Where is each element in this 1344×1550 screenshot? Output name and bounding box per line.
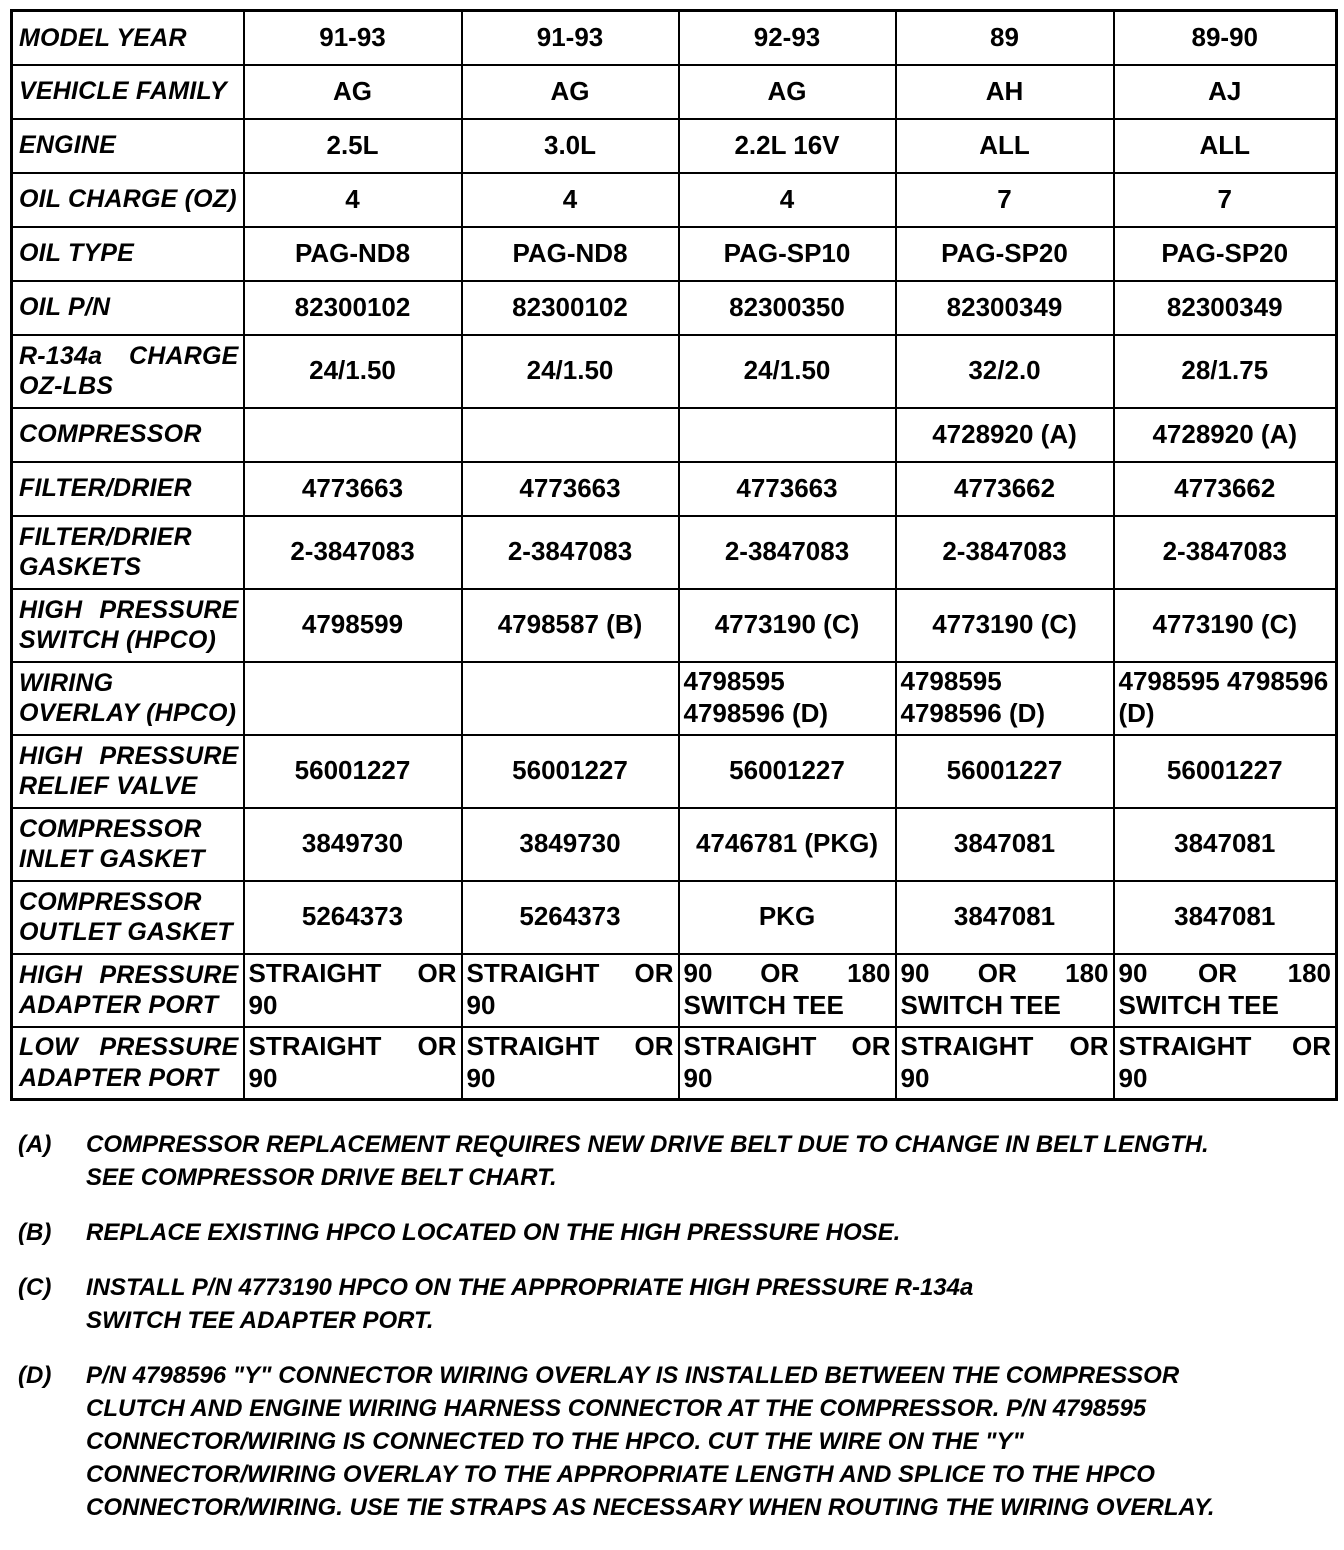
cell: PAG-ND8: [462, 227, 679, 281]
cell: PAG-SP20: [1114, 227, 1337, 281]
cell: 4746781 (PKG): [679, 808, 896, 881]
row-label: LOW PRESSURE ADAPTER PORT: [12, 1027, 244, 1100]
row-label: ENGINE: [12, 119, 244, 173]
row-engine: [12, 119, 1337, 173]
cell: 82300349: [896, 281, 1114, 335]
cell: 56001227: [462, 735, 679, 808]
cell: [244, 408, 462, 462]
row-outlet-gasket: [12, 881, 1337, 954]
row-label: HIGH PRESSURE RELIEF VALVE: [12, 735, 244, 808]
cell: ALL: [896, 119, 1114, 173]
cell: STRAIGHT OR 90: [462, 954, 679, 1027]
cell: 3847081: [896, 881, 1114, 954]
cell: 2-3847083: [462, 516, 679, 589]
row-relief-valve: [12, 735, 1337, 808]
cell: 4773190 (C): [896, 589, 1114, 662]
cell: 90 OR 180 SWITCH TEE: [679, 954, 896, 1027]
footnote-tag: (A): [18, 1131, 52, 1158]
row-vehicle-family: [12, 65, 1337, 119]
row-label: OIL P/N: [12, 281, 244, 335]
footnote-text: P/N 4798596 "Y" CONNECTOR WIRING OVERLAY IS INSTALLED BETWEEN THE COMPRESSOR CLUTCH AND ENGINE WIRING HARNESS CONNECTOR AT THE COMPRESSOR. P/N 4798595 CONNECTOR/WIRING IS CONNECTED TO THE HPCO. CUT THE WIRE ON THE "Y" CONNECTOR/WIRING OVERLAY TO THE APPROPRIATE LENGTH AND SPLICE TO THE HPCO CONNECTOR/WIRING. USE TIE STRAPS AS NECESSARY WHEN ROUTING THE WIRING OVERLAY.: [86, 1362, 1215, 1521]
cell: 28/1.75: [1114, 335, 1337, 408]
cell: 56001227: [896, 735, 1114, 808]
row-label: HIGH PRESSURE ADAPTER PORT: [12, 954, 244, 1027]
footnote-text: COMPRESSOR REPLACEMENT REQUIRES NEW DRIVE BELT DUE TO CHANGE IN BELT LENGTH. SEE COMPRESSOR DRIVE BELT CHART.: [86, 1131, 1209, 1191]
cell: 56001227: [244, 735, 462, 808]
spec-table-body: [12, 11, 1337, 1100]
cell: PAG-SP10: [679, 227, 896, 281]
cell: 4728920 (A): [1114, 408, 1337, 462]
cell: 5264373: [462, 881, 679, 954]
cell: 4: [462, 173, 679, 227]
row-label: FILTER/DRIER GASKETS: [12, 516, 244, 589]
footnotes: [18, 1128, 1328, 1546]
cell: 89: [896, 11, 1114, 65]
cell: 82300349: [1114, 281, 1337, 335]
cell: [462, 408, 679, 462]
row-low-pressure-port: [12, 1027, 1337, 1100]
row-label: OIL CHARGE (OZ): [12, 173, 244, 227]
spec-table: [10, 9, 1338, 1101]
cell: 4798595 4798596 (D): [679, 662, 896, 735]
cell: AH: [896, 65, 1114, 119]
cell: STRAIGHT OR 90: [1114, 1027, 1337, 1100]
row-model-year: [12, 11, 1337, 65]
cell: 4773190 (C): [679, 589, 896, 662]
row-label: WIRING OVERLAY (HPCO): [12, 662, 244, 735]
row-high-pressure-switch: [12, 589, 1337, 662]
footnote-d: [18, 1359, 1328, 1524]
cell: 2-3847083: [679, 516, 896, 589]
footnote-tag: (C): [18, 1274, 52, 1301]
cell: STRAIGHT OR 90: [244, 954, 462, 1027]
cell: 5264373: [244, 881, 462, 954]
cell: AG: [244, 65, 462, 119]
row-inlet-gasket: [12, 808, 1337, 881]
cell: 3.0L: [462, 119, 679, 173]
cell: [462, 662, 679, 735]
footnote-text: REPLACE EXISTING HPCO LOCATED ON THE HIGH PRESSURE HOSE.: [86, 1219, 901, 1246]
row-label: MODEL YEAR: [12, 11, 244, 65]
cell: 89-90: [1114, 11, 1337, 65]
cell: 2-3847083: [1114, 516, 1337, 589]
cell: AG: [462, 65, 679, 119]
cell: 2.5L: [244, 119, 462, 173]
cell: 24/1.50: [462, 335, 679, 408]
cell: 91-93: [244, 11, 462, 65]
cell: 4798595 4798596 (D): [1114, 662, 1337, 735]
row-label: OIL TYPE: [12, 227, 244, 281]
cell: 32/2.0: [896, 335, 1114, 408]
cell: 4798587 (B): [462, 589, 679, 662]
cell: PKG: [679, 881, 896, 954]
cell: 4798599: [244, 589, 462, 662]
cell: 56001227: [1114, 735, 1337, 808]
cell: 4773663: [462, 462, 679, 516]
cell: STRAIGHT OR 90: [896, 1027, 1114, 1100]
cell: 91-93: [462, 11, 679, 65]
cell: 90 OR 180 SWITCH TEE: [1114, 954, 1337, 1027]
cell: 4798595 4798596 (D): [896, 662, 1114, 735]
cell: 24/1.50: [244, 335, 462, 408]
cell: 24/1.50: [679, 335, 896, 408]
cell: 4773662: [1114, 462, 1337, 516]
cell: STRAIGHT OR 90: [462, 1027, 679, 1100]
row-compressor: [12, 408, 1337, 462]
cell: STRAIGHT OR 90: [244, 1027, 462, 1100]
row-oil-charge: [12, 173, 1337, 227]
cell: 56001227: [679, 735, 896, 808]
row-label: HIGH PRESSURE SWITCH (HPCO): [12, 589, 244, 662]
cell: 2-3847083: [244, 516, 462, 589]
cell: 2.2L 16V: [679, 119, 896, 173]
row-label: VEHICLE FAMILY: [12, 65, 244, 119]
row-label: FILTER/DRIER: [12, 462, 244, 516]
cell: PAG-ND8: [244, 227, 462, 281]
cell: [244, 662, 462, 735]
cell: 82300102: [462, 281, 679, 335]
cell: 4773662: [896, 462, 1114, 516]
row-wiring-overlay: [12, 662, 1337, 735]
cell: 3849730: [462, 808, 679, 881]
row-filter-drier-gaskets: [12, 516, 1337, 589]
cell: 4773663: [679, 462, 896, 516]
row-oil-type: [12, 227, 1337, 281]
cell: 4: [679, 173, 896, 227]
cell: 7: [896, 173, 1114, 227]
footnote-tag: (D): [18, 1362, 52, 1389]
cell: ALL: [1114, 119, 1337, 173]
cell: 4773190 (C): [1114, 589, 1337, 662]
row-high-pressure-port: [12, 954, 1337, 1027]
row-r134a-charge: [12, 335, 1337, 408]
cell: 4: [244, 173, 462, 227]
cell: 92-93: [679, 11, 896, 65]
cell: 90 OR 180 SWITCH TEE: [896, 954, 1114, 1027]
footnote-text: INSTALL P/N 4773190 HPCO ON THE APPROPRIATE HIGH PRESSURE R-134a SWITCH TEE ADAPTER PORT.: [86, 1274, 974, 1334]
cell: 3849730: [244, 808, 462, 881]
row-label: R-134a CHARGE OZ-LBS: [12, 335, 244, 408]
cell: 82300350: [679, 281, 896, 335]
cell: 4773663: [244, 462, 462, 516]
row-label: COMPRESSOR OUTLET GASKET: [12, 881, 244, 954]
footnote-a: [18, 1128, 1328, 1194]
cell: 82300102: [244, 281, 462, 335]
row-label: COMPRESSOR INLET GASKET: [12, 808, 244, 881]
footnote-c: [18, 1271, 1328, 1337]
cell: STRAIGHT OR 90: [679, 1027, 896, 1100]
cell: [679, 408, 896, 462]
footnote-tag: (B): [18, 1219, 52, 1246]
cell: AJ: [1114, 65, 1337, 119]
cell: 4728920 (A): [896, 408, 1114, 462]
cell: 3847081: [1114, 881, 1337, 954]
cell: PAG-SP20: [896, 227, 1114, 281]
footnote-b: [18, 1216, 1328, 1249]
cell: 3847081: [896, 808, 1114, 881]
row-filter-drier: [12, 462, 1337, 516]
row-label: COMPRESSOR: [12, 408, 244, 462]
cell: 2-3847083: [896, 516, 1114, 589]
row-oil-pn: [12, 281, 1337, 335]
cell: 7: [1114, 173, 1337, 227]
cell: 3847081: [1114, 808, 1337, 881]
cell: AG: [679, 65, 896, 119]
